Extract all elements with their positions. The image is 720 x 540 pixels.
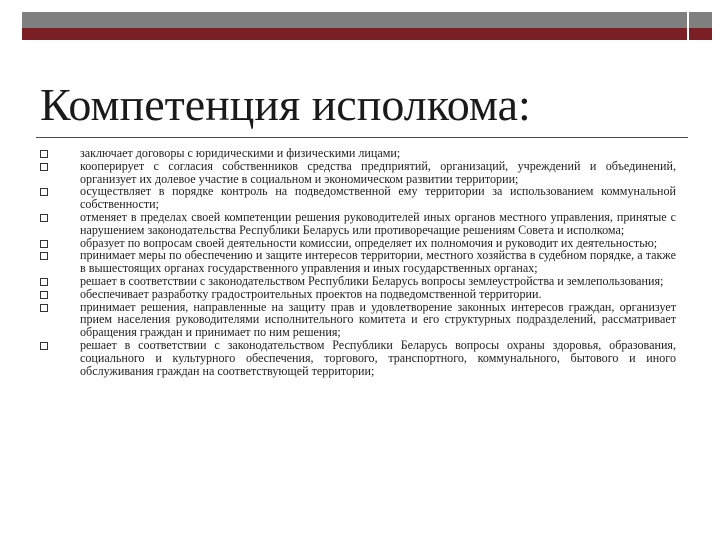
list-item-text: обеспечивает разработку градостроительных проектов на подведомственной территории. — [80, 286, 542, 301]
list-item-text: решает в соответствии с законодательством Республики Беларусь вопросы землеустройства и землепользования; — [80, 273, 664, 288]
list-item — [40, 211, 676, 237]
list-item — [40, 339, 676, 377]
list-item-text: образует по вопросам своей деятельности комиссии, определяет их полномочия и руководит их деятельностью; — [80, 235, 658, 250]
square-bullet-icon — [40, 214, 48, 222]
header-gray-bar — [22, 12, 712, 28]
title-divider — [36, 137, 688, 138]
list-item-text: осуществляет в порядке контроль на подведомственной ему территории за использованием коммунальной собственности; — [80, 184, 676, 212]
list-item — [40, 160, 676, 186]
square-bullet-icon — [40, 188, 48, 196]
slide-title: Компетенция исполкома: — [40, 79, 531, 130]
square-bullet-icon — [40, 240, 48, 248]
list-item — [40, 147, 676, 160]
square-bullet-icon — [40, 278, 48, 286]
header-red-bar-accent — [687, 28, 712, 40]
square-bullet-icon — [40, 150, 48, 158]
competence-list — [40, 147, 676, 377]
list-item — [40, 249, 676, 275]
square-bullet-icon — [40, 342, 48, 350]
list-item — [40, 301, 676, 339]
list-item-text: принимает решения, направленные на защиту прав и удовлетворение законных интересов граждан, организует прием населения руководителями исполнительного комитета и его структурных подразделений, рассматривает обращения граждан и принимает по ним решения; — [80, 299, 676, 340]
list-item — [40, 288, 676, 301]
list-item-text: принимает меры по обеспечению и защите интересов территории, местного хозяйства в судебном порядке, а также в вышестоящих органах государственного управления и иных государственных органах; — [80, 248, 676, 276]
list-item — [40, 275, 676, 288]
list-item-text: заключает договоры с юридическими и физическими лицами; — [80, 146, 401, 160]
square-bullet-icon — [40, 163, 48, 171]
list-item-text: решает в соответствии с законодательством Республики Беларусь вопросы охраны здоровья, образования, социального и культурного обеспечения, торгового, транспортного, коммунального, бытового и иного обслуживания граждан на соответствующей территории; — [80, 337, 676, 378]
square-bullet-icon — [40, 252, 48, 260]
header-gray-bar-accent — [687, 12, 712, 28]
list-item-text: кооперирует с согласия собственников средства предприятий, организаций, учреждений и объединений, организует их долевое участие в социальном и экономическом развитии территории; — [80, 158, 676, 186]
square-bullet-icon — [40, 291, 48, 299]
square-bullet-icon — [40, 304, 48, 312]
list-item — [40, 185, 676, 211]
header-red-bar — [22, 28, 712, 40]
list-item-text: отменяет в пределах своей компетенции решения руководителей иных органов местного управления, принятые с нарушением законодательства Республики Беларусь или противоречащие решениям Совета и исполкома; — [80, 209, 676, 237]
